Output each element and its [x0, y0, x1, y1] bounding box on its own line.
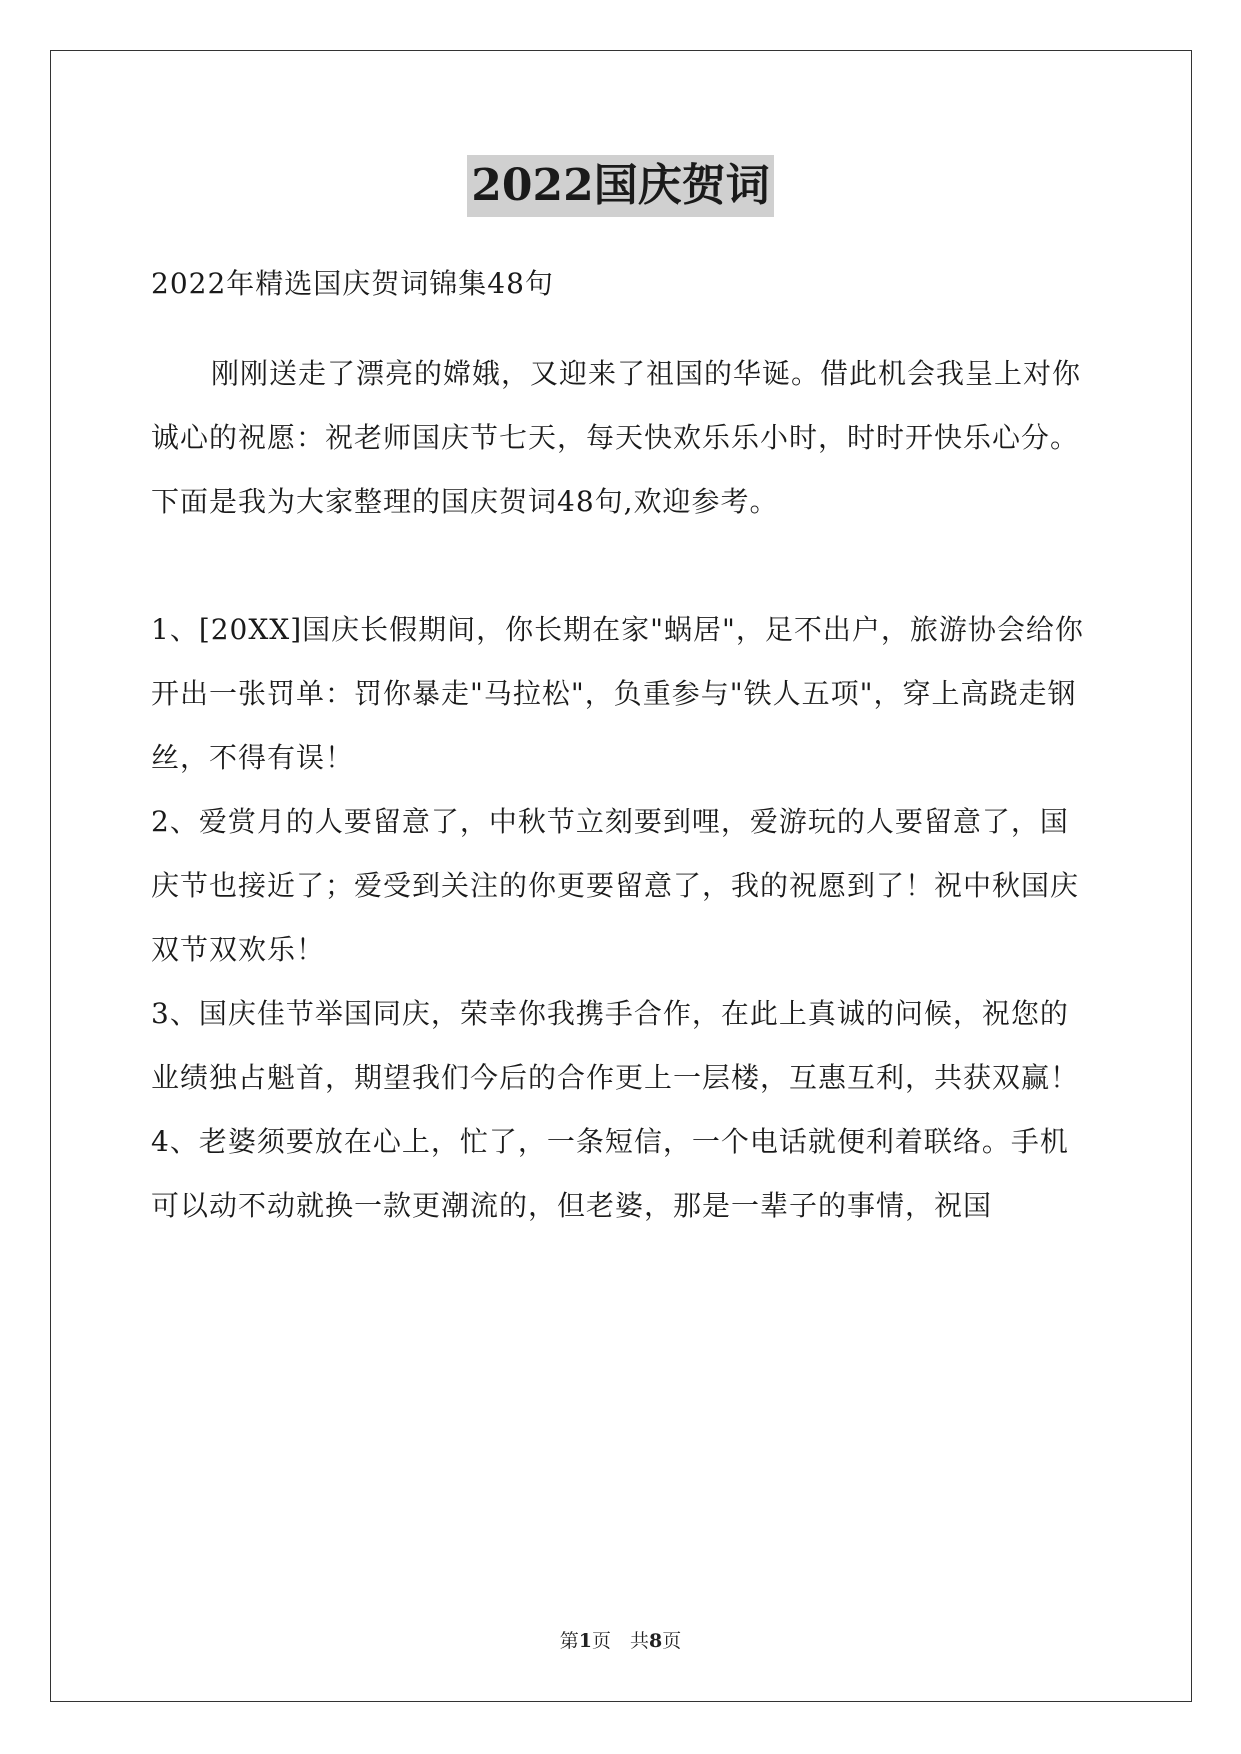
- list-item: 4、老婆须要放在心上，忙了，一条短信，一个电话就便利着联络。手机可以动不动就换一款更潮流的，但老婆，那是一辈子的事情，祝国: [151, 1125, 1069, 1222]
- footer-suffix: 页: [662, 1630, 682, 1652]
- list-item: 1、[20XX]国庆长假期间，你长期在家"蜗居"，足不出户，旅游协会给你开出一张罚单：罚你暴走"马拉松"，负重参与"铁人五项"，穿上高跷走钢丝，不得有误！: [151, 613, 1084, 774]
- total-pages-number: 8: [649, 1630, 663, 1652]
- intro-paragraph: 刚刚送走了漂亮的嫦娥，又迎来了祖国的华诞。借此机会我呈上对你诚心的祝愿：祝老师国庆节七天，每天快欢乐乐小时，时时开快乐心分。下面是我为大家整理的国庆贺词48句,欢迎参考。: [151, 357, 1082, 518]
- list-item: 3、国庆佳节举国同庆，荣幸你我携手合作，在此上真诚的问候，祝您的业绩独占魁首，期望我们今后的合作更上一层楼，互惠互利，共获双赢！: [151, 997, 1080, 1094]
- title-container: [0, 155, 1241, 217]
- document-body: [151, 252, 1091, 1238]
- page-footer: [0, 1626, 1241, 1653]
- list-item: 2、爱赏月的人要留意了，中秋节立刻要到哩，爱游玩的人要留意了，国庆节也接近了；爱受到关注的你更要留意了，我的祝愿到了！祝中秋国庆双节双欢乐！: [151, 805, 1080, 966]
- document-subtitle: 2022年精选国庆贺词锦集48句: [151, 267, 554, 300]
- document-title: 2022国庆贺词: [467, 155, 773, 217]
- footer-prefix: 第: [559, 1630, 579, 1652]
- current-page-number: 1: [578, 1630, 592, 1652]
- footer-middle: 页 共: [591, 1630, 649, 1652]
